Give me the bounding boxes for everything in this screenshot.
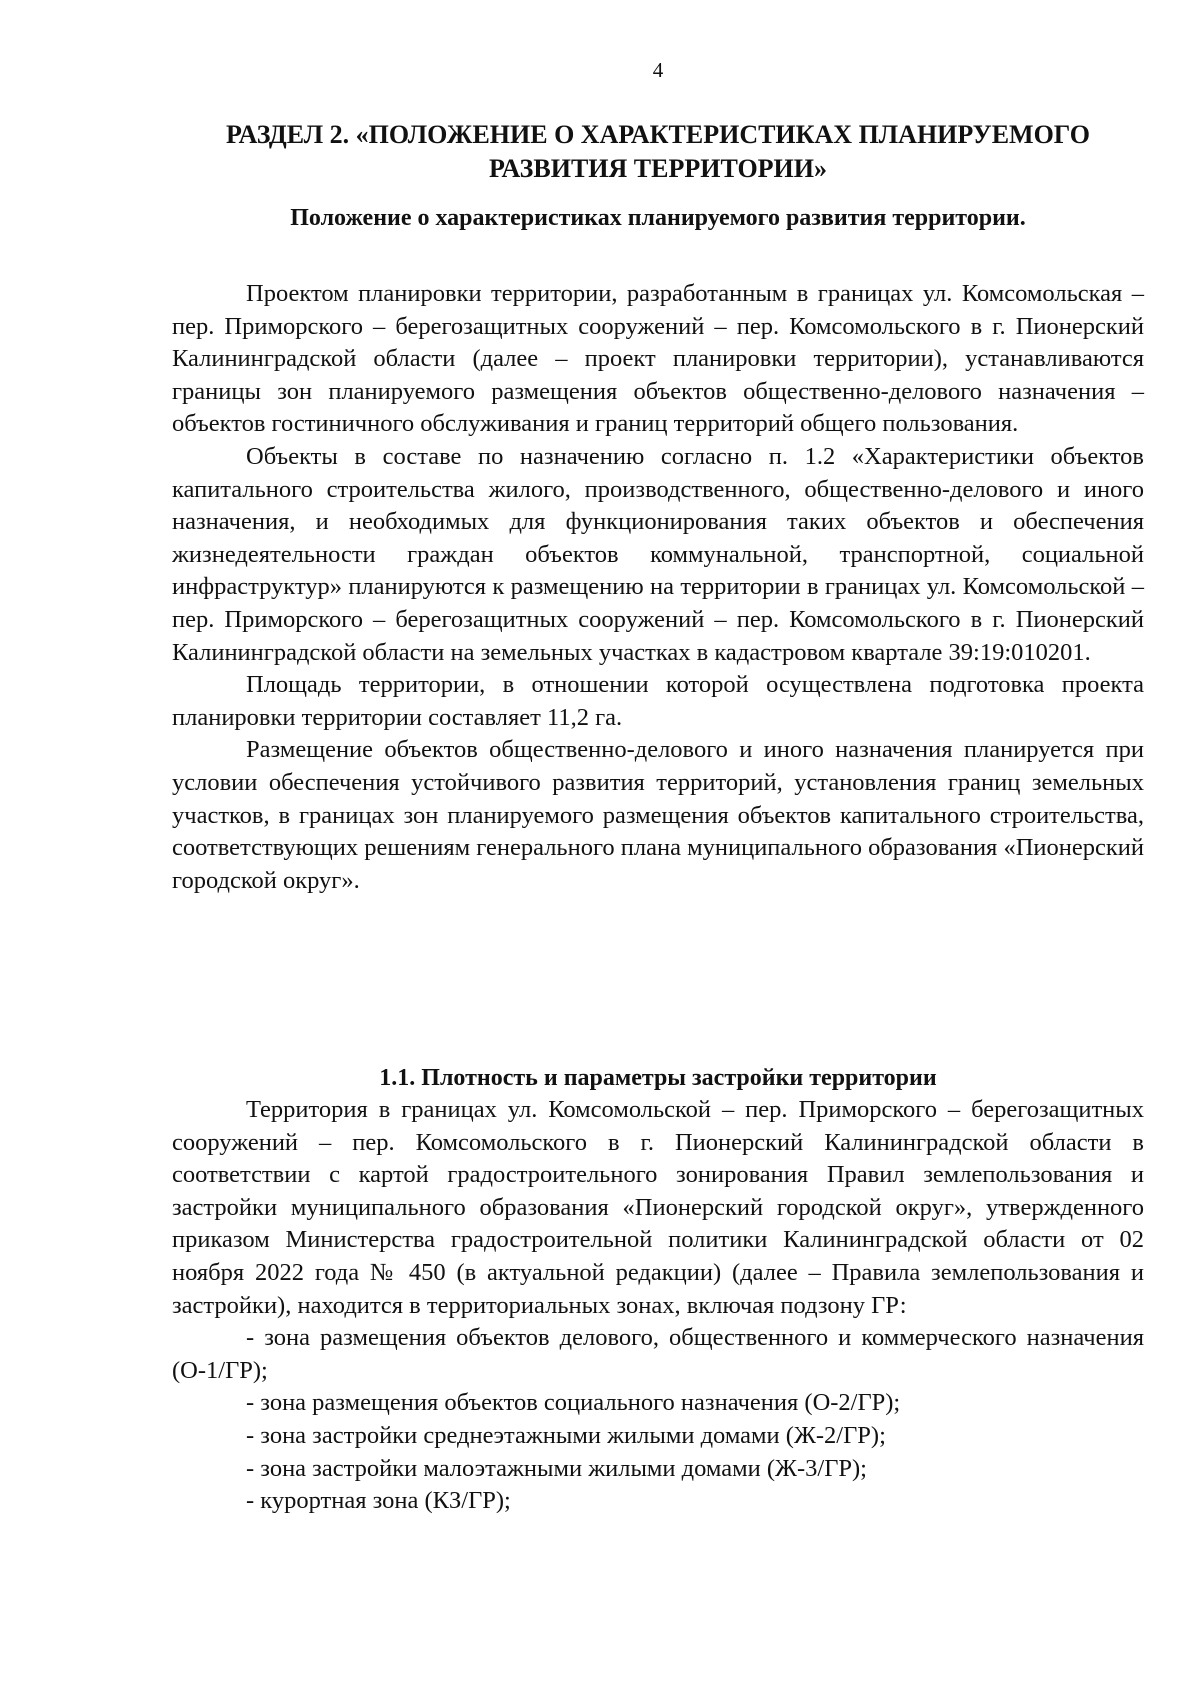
list-item: - зона размещения объектов социального назначения (О-2/ГР); <box>246 1389 901 1417</box>
subsection-intro: Территория в границах ул. Комсомольской – пер. Приморского – берегозащитных сооружений – пер. Комсомольского в г. Пионерский Калининградской области в соответствии с картой градостроительного зонирования Правил землепользования и застройки муниципального образования «Пионерский городской округ», утвержденного приказом Министерства градостроительной политики Калининградской области от 02 ноября 2022 года № 450 (в актуальной редакции) (далее – Правила землепользования и застройки), находится в территориальных зонах, включая подзону ГР: <box>172 1096 1144 1319</box>
list-item: - зона размещения объектов делового, общественного и коммерческого назначения (О-1/ГР); <box>172 1324 1144 1384</box>
zones-list <box>172 1322 1144 1518</box>
subsection-title: 1.1. Плотность и параметры застройки территории <box>379 1065 937 1091</box>
intro-text-block <box>172 278 1144 897</box>
list-item: - зона застройки среднеэтажными жилыми домами (Ж-2/ГР); <box>246 1421 886 1449</box>
section-title: РАЗДЕЛ 2. «ПОЛОЖЕНИЕ О ХАРАКТЕРИСТИКАХ ПЛАНИРУЕМОГО РАЗВИТИЯ ТЕРРИТОРИИ» <box>226 120 1090 183</box>
list-item: - курортная зона (КЗ/ГР); <box>246 1487 511 1515</box>
list-item: - зона застройки малоэтажными жилыми домами (Ж-3/ГР); <box>246 1454 867 1482</box>
page-number: 4 <box>652 58 664 82</box>
subsection-text-block <box>172 1094 1144 1518</box>
paragraph: Проектом планировки территории, разработанным в границах ул. Комсомольская – пер. Приморского – берегозащитных сооружений – пер. Комсомольского в г. Пионерский Калининградской области (далее – проект планировки территории), устанавливаются границы зон планируемого размещения объектов общественно-делового назначения – объектов гостиничного обслуживания и границ территорий общего пользования. <box>172 280 1144 438</box>
paragraph: Размещение объектов общественно-делового и иного назначения планируется при условии обеспечения устойчивого развития территорий, установления границ земельных участков, в границах зон планируемого размещения объектов капитального строительства, соответствующих решениям генерального плана муниципального образования «Пионерский городской округ». <box>172 736 1144 894</box>
paragraph: Объекты в составе по назначению согласно п. 1.2 «Характеристики объектов капитального строительства жилого, производственного, общественно-делового и иного назначения, и необходимых для функционирования таких объектов и обеспечения жизнедеятельности граждан объектов коммунальной, транспортной, социальной инфраструктур» планируются к размещению на территории в границах ул. Комсомольской – пер. Приморского – берегозащитных сооружений – пер. Комсомольского в г. Пионерский Калининградской области на земельных участках в кадастровом квартале 39:19:010201. <box>172 442 1144 666</box>
paragraph: Площадь территории, в отношении которой осуществлена подготовка проекта планировки территории составляет 11,2 га. <box>172 671 1144 731</box>
section-subtitle: Положение о характеристиках планируемого развития территории. <box>290 205 1026 231</box>
